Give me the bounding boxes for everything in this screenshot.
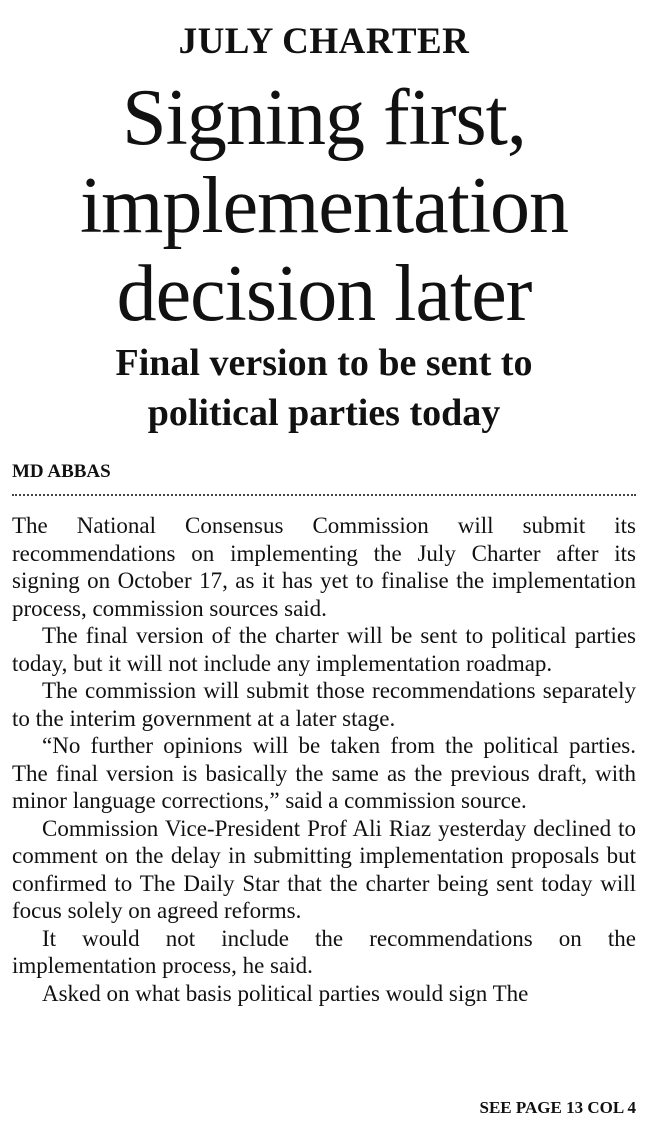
body-paragraph: Asked on what basis political parties would sign The [42,980,529,1006]
headline-line: decision later [116,250,532,338]
headline-line: implementation [79,162,569,250]
headline-line: Signing first, [122,74,526,162]
subheadline-line: political parties today [147,392,501,434]
body-paragraph: Commission Vice-President Prof Ali Riaz yesterday declined to comment on the delay in submitting implementation proposals but confirmed to The Daily Star that the charter being sent today will focus solely on agreed reforms. [12,815,636,923]
byline: MD ABBAS [12,461,111,482]
dotted-divider [12,494,636,496]
body-paragraph: The National Consensus Commission will submit its recommendations on implementing the July Charter after its signing on October 17, as it has yet to finalise the implementation process, commission sources said. [12,513,636,621]
article-body [12,512,636,1007]
subheadline [0,338,648,438]
continuation-note: SEE PAGE 13 COL 4 [479,1098,636,1117]
body-paragraph: The final version of the charter will be sent to political parties today, but it will not include any implementation roadmap. [12,623,636,676]
subheadline-line: Final version to be sent to [115,342,533,384]
body-paragraph: “No further opinions will be taken from the political parties. The final version is basically the same as the previous draft, with minor language corrections,” said a commission source. [12,733,636,813]
body-paragraph: It would not include the recommendations on the implementation process, he said. [12,925,636,978]
kicker: JULY CHARTER [178,21,470,62]
headline [0,74,648,338]
body-paragraph: The commission will submit those recommendations separately to the interim government at a later stage. [12,678,636,731]
